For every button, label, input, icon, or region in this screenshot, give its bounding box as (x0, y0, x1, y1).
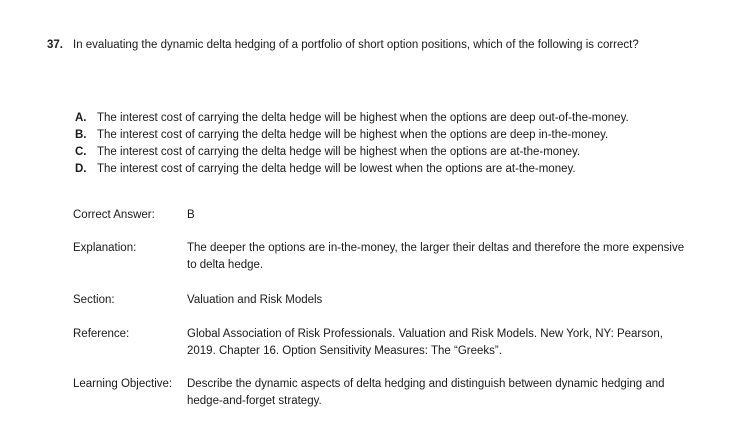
question-number: 37. (47, 39, 63, 51)
option-text: The interest cost of carrying the delta hedge will be highest when the options are at-the-money. (97, 146, 581, 158)
reference-text: Global Association of Risk Professionals. Valuation and Risk Models. New York, NY: Pearson, 2019. Chapter 16. Option Sensitivity Measures: The “Greeks”. (187, 328, 663, 357)
reference-label: Reference: (73, 328, 130, 340)
explanation-label: Explanation: (73, 242, 137, 254)
learning-objective-label: Learning Objective: (73, 378, 173, 390)
option-text: The interest cost of carrying the delta hedge will be lowest when the options are at-the-money. (97, 163, 576, 175)
option-text: The interest cost of carrying the delta hedge will be highest when the options are deep in-the-money. (97, 129, 609, 141)
option-letter: C. (75, 146, 87, 158)
correct-answer-value: B (187, 209, 195, 221)
option-letter: D. (75, 163, 87, 175)
section-label: Section: (73, 294, 115, 306)
correct-answer-label: Correct Answer: (73, 209, 155, 221)
answer-options (75, 110, 725, 178)
option-b (75, 127, 725, 144)
learning-objective-row (73, 376, 693, 407)
option-c (75, 144, 725, 161)
option-a (75, 110, 725, 127)
option-text: The interest cost of carrying the delta hedge will be highest when the options are deep out-of-the-money. (97, 112, 629, 124)
explanation-text: The deeper the options are in-the-money, the larger their deltas and therefore the more expensive to delta hedge. (187, 242, 685, 271)
option-letter: B. (75, 129, 87, 141)
learning-objective-text: Describe the dynamic aspects of delta hedging and distinguish between dynamic hedging and hedge-and-forget strategy. (187, 378, 665, 407)
question-stem: In evaluating the dynamic delta hedging of a portfolio of short option positions, which of the following is correct? (73, 39, 639, 51)
option-letter: A. (75, 112, 87, 124)
option-d (75, 161, 725, 178)
section-value: Valuation and Risk Models (187, 294, 323, 306)
